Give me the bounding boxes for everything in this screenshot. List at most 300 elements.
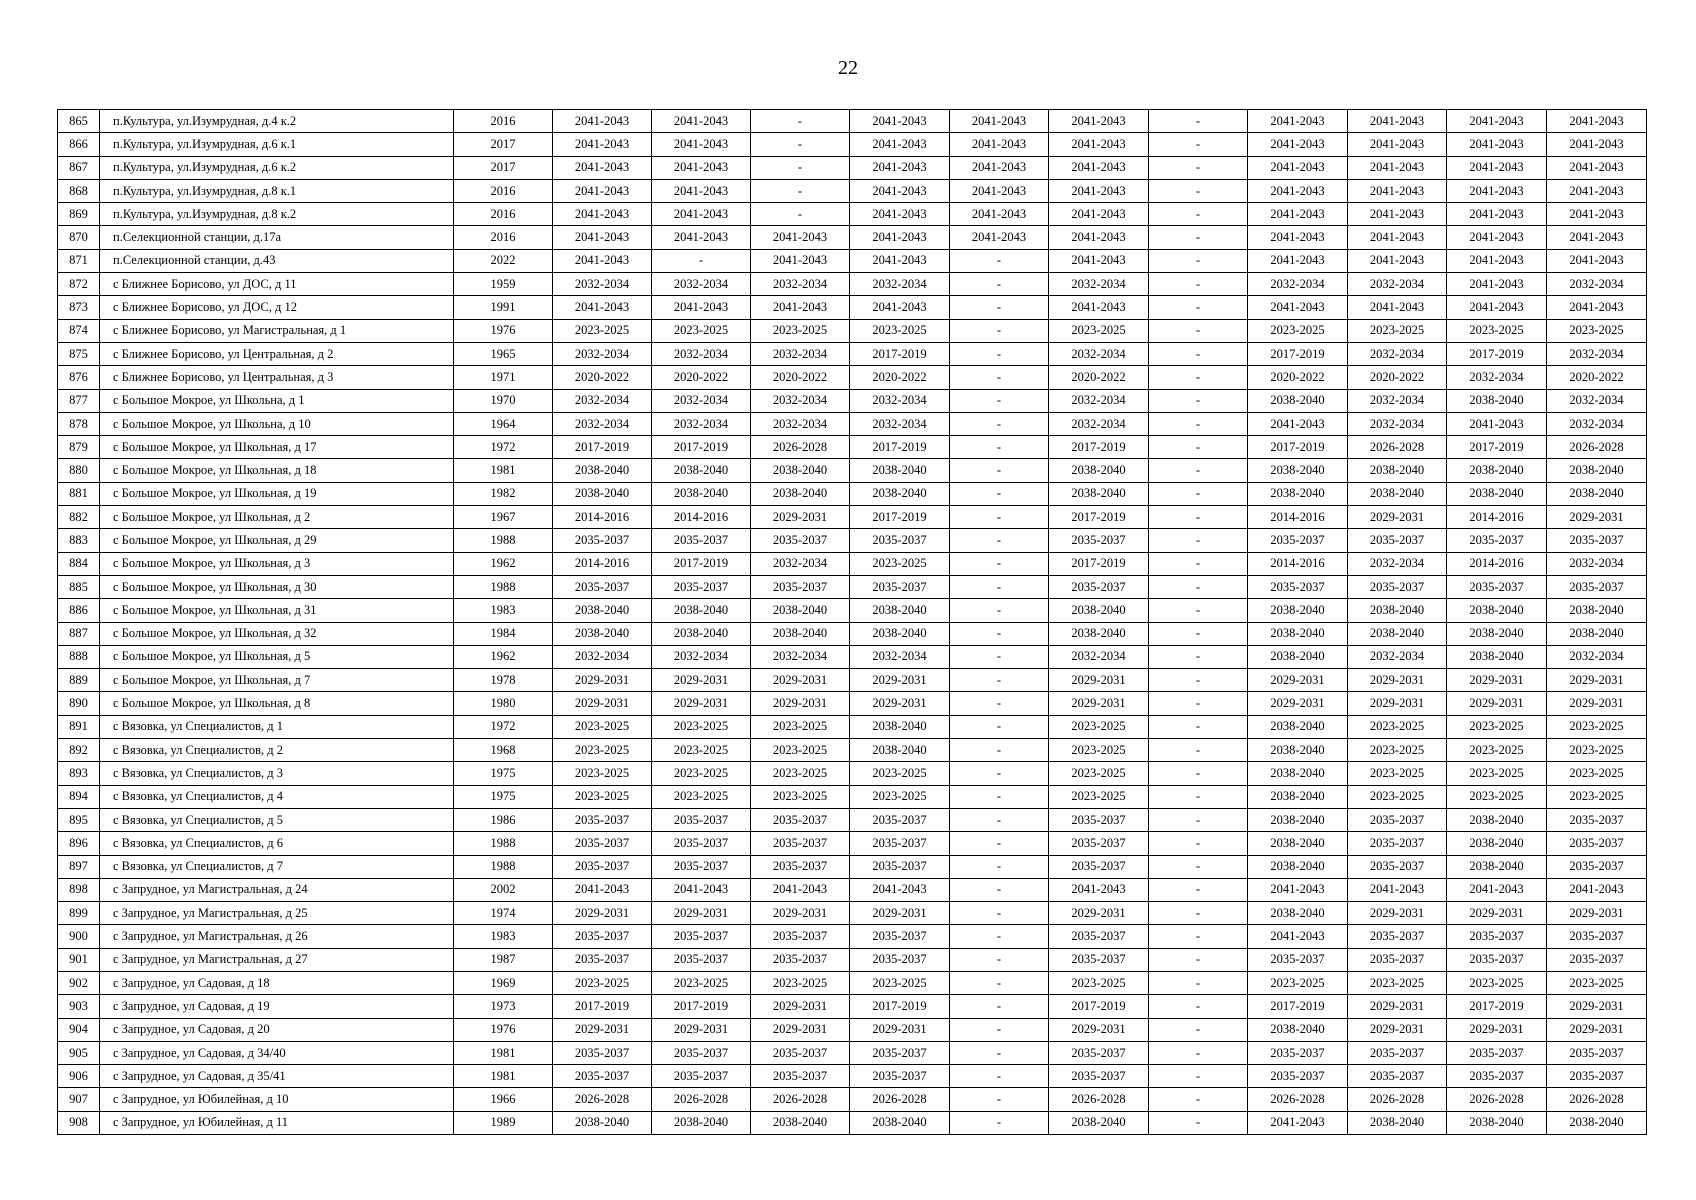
- address-cell: с Большое Мокрое, ул Школьная, д 31: [100, 599, 454, 622]
- period-7-cell: -: [1149, 645, 1248, 668]
- period-8-cell: 2023-2025: [1248, 319, 1348, 342]
- period-7-cell: -: [1149, 971, 1248, 994]
- period-5-cell: -: [950, 599, 1049, 622]
- period-9-cell: 2041-2043: [1348, 110, 1447, 133]
- period-4-cell: 2038-2040: [850, 739, 950, 762]
- table-row: [58, 645, 1647, 668]
- table-row: [58, 412, 1647, 435]
- period-11-cell: 2023-2025: [1547, 715, 1647, 738]
- period-1-cell: 2023-2025: [553, 319, 652, 342]
- period-1-cell: 2038-2040: [553, 622, 652, 645]
- period-9-cell: 2023-2025: [1348, 971, 1447, 994]
- period-1-cell: 2035-2037: [553, 855, 652, 878]
- address-cell: с Запрудное, ул Магистральная, д 27: [100, 948, 454, 971]
- year-built-cell: 1967: [454, 506, 553, 529]
- period-7-cell: -: [1149, 1041, 1248, 1064]
- period-9-cell: 2041-2043: [1348, 296, 1447, 319]
- period-5-cell: -: [950, 715, 1049, 738]
- period-11-cell: 2041-2043: [1547, 110, 1647, 133]
- period-7-cell: -: [1149, 156, 1248, 179]
- period-3-cell: 2023-2025: [751, 971, 850, 994]
- period-5-cell: -: [950, 739, 1049, 762]
- row-number-cell: 872: [58, 273, 100, 296]
- period-2-cell: 2020-2022: [652, 366, 751, 389]
- period-1-cell: 2023-2025: [553, 785, 652, 808]
- period-7-cell: -: [1149, 925, 1248, 948]
- row-number-cell: 905: [58, 1041, 100, 1064]
- period-10-cell: 2023-2025: [1447, 971, 1547, 994]
- period-6-cell: 2035-2037: [1049, 575, 1149, 598]
- address-cell: с Большое Мокрое, ул Школьная, д 30: [100, 575, 454, 598]
- period-3-cell: 2041-2043: [751, 249, 850, 272]
- year-built-cell: 1968: [454, 739, 553, 762]
- year-built-cell: 1962: [454, 552, 553, 575]
- period-5-cell: -: [950, 1018, 1049, 1041]
- period-1-cell: 2017-2019: [553, 995, 652, 1018]
- period-4-cell: 2029-2031: [850, 1018, 950, 1041]
- period-2-cell: 2035-2037: [652, 529, 751, 552]
- period-5-cell: -: [950, 971, 1049, 994]
- period-2-cell: 2038-2040: [652, 459, 751, 482]
- period-2-cell: 2023-2025: [652, 715, 751, 738]
- address-cell: с Большое Мокрое, ул Школьная, д 32: [100, 622, 454, 645]
- period-2-cell: 2041-2043: [652, 133, 751, 156]
- row-number-cell: 894: [58, 785, 100, 808]
- period-7-cell: -: [1149, 482, 1248, 505]
- period-9-cell: 2035-2037: [1348, 529, 1447, 552]
- period-8-cell: 2038-2040: [1248, 739, 1348, 762]
- address-cell: с Вязовка, ул Специалистов, д 3: [100, 762, 454, 785]
- period-4-cell: 2017-2019: [850, 436, 950, 459]
- year-built-cell: 2017: [454, 133, 553, 156]
- address-cell: с Большое Мокрое, ул Школьная, д 2: [100, 506, 454, 529]
- period-10-cell: 2035-2037: [1447, 1065, 1547, 1088]
- period-3-cell: 2038-2040: [751, 599, 850, 622]
- period-5-cell: -: [950, 1088, 1049, 1111]
- period-4-cell: 2035-2037: [850, 1065, 950, 1088]
- period-2-cell: 2035-2037: [652, 925, 751, 948]
- table-body: [58, 110, 1647, 1135]
- table-row: [58, 296, 1647, 319]
- row-number-cell: 889: [58, 669, 100, 692]
- period-8-cell: 2038-2040: [1248, 1018, 1348, 1041]
- period-2-cell: 2035-2037: [652, 948, 751, 971]
- period-9-cell: 2023-2025: [1348, 715, 1447, 738]
- period-4-cell: 2032-2034: [850, 389, 950, 412]
- period-8-cell: 2038-2040: [1248, 599, 1348, 622]
- table-row: [58, 762, 1647, 785]
- period-9-cell: 2032-2034: [1348, 389, 1447, 412]
- period-9-cell: 2038-2040: [1348, 459, 1447, 482]
- period-10-cell: 2038-2040: [1447, 832, 1547, 855]
- period-10-cell: 2038-2040: [1447, 459, 1547, 482]
- period-11-cell: 2038-2040: [1547, 599, 1647, 622]
- period-10-cell: 2023-2025: [1447, 715, 1547, 738]
- period-5-cell: -: [950, 1111, 1049, 1134]
- period-4-cell: 2017-2019: [850, 342, 950, 365]
- period-10-cell: 2023-2025: [1447, 739, 1547, 762]
- period-5-cell: -: [950, 459, 1049, 482]
- period-2-cell: 2014-2016: [652, 506, 751, 529]
- period-8-cell: 2017-2019: [1248, 342, 1348, 365]
- period-2-cell: 2023-2025: [652, 319, 751, 342]
- period-7-cell: -: [1149, 832, 1248, 855]
- period-2-cell: 2023-2025: [652, 971, 751, 994]
- period-6-cell: 2023-2025: [1049, 971, 1149, 994]
- table-row: [58, 1065, 1647, 1088]
- period-11-cell: 2035-2037: [1547, 855, 1647, 878]
- period-1-cell: 2041-2043: [553, 133, 652, 156]
- period-10-cell: 2023-2025: [1447, 785, 1547, 808]
- period-6-cell: 2041-2043: [1049, 878, 1149, 901]
- address-cell: с Ближнее Борисово, ул Центральная, д 2: [100, 342, 454, 365]
- year-built-cell: 1987: [454, 948, 553, 971]
- period-5-cell: 2041-2043: [950, 179, 1049, 202]
- period-8-cell: 2038-2040: [1248, 902, 1348, 925]
- year-built-cell: 1975: [454, 762, 553, 785]
- address-cell: с Запрудное, ул Садовая, д 35/41: [100, 1065, 454, 1088]
- table-row: [58, 575, 1647, 598]
- table-row: [58, 599, 1647, 622]
- period-4-cell: 2029-2031: [850, 692, 950, 715]
- period-6-cell: 2029-2031: [1049, 902, 1149, 925]
- period-4-cell: 2032-2034: [850, 412, 950, 435]
- period-9-cell: 2032-2034: [1348, 342, 1447, 365]
- period-10-cell: 2014-2016: [1447, 506, 1547, 529]
- period-7-cell: -: [1149, 203, 1248, 226]
- period-1-cell: 2038-2040: [553, 1111, 652, 1134]
- period-7-cell: -: [1149, 273, 1248, 296]
- table-row: [58, 133, 1647, 156]
- period-2-cell: 2038-2040: [652, 599, 751, 622]
- table-row: [58, 1018, 1647, 1041]
- period-3-cell: 2032-2034: [751, 342, 850, 365]
- period-8-cell: 2041-2043: [1248, 226, 1348, 249]
- period-11-cell: 2041-2043: [1547, 203, 1647, 226]
- period-10-cell: 2041-2043: [1447, 179, 1547, 202]
- period-7-cell: -: [1149, 1111, 1248, 1134]
- row-number-cell: 871: [58, 249, 100, 272]
- period-7-cell: -: [1149, 808, 1248, 831]
- period-1-cell: 2032-2034: [553, 273, 652, 296]
- period-5-cell: -: [950, 366, 1049, 389]
- period-6-cell: 2035-2037: [1049, 925, 1149, 948]
- year-built-cell: 1983: [454, 599, 553, 622]
- period-11-cell: 2041-2043: [1547, 156, 1647, 179]
- period-7-cell: -: [1149, 669, 1248, 692]
- period-5-cell: 2041-2043: [950, 156, 1049, 179]
- address-cell: с Большое Мокрое, ул Школьная, д 29: [100, 529, 454, 552]
- period-4-cell: 2035-2037: [850, 575, 950, 598]
- period-11-cell: 2038-2040: [1547, 1111, 1647, 1134]
- year-built-cell: 1988: [454, 832, 553, 855]
- address-cell: с Ближнее Борисово, ул ДОС, д 11: [100, 273, 454, 296]
- period-8-cell: 2038-2040: [1248, 645, 1348, 668]
- period-1-cell: 2020-2022: [553, 366, 652, 389]
- period-5-cell: -: [950, 669, 1049, 692]
- year-built-cell: 2016: [454, 110, 553, 133]
- year-built-cell: 1964: [454, 412, 553, 435]
- table-row: [58, 832, 1647, 855]
- period-8-cell: 2041-2043: [1248, 133, 1348, 156]
- period-5-cell: -: [950, 645, 1049, 668]
- period-1-cell: 2041-2043: [553, 110, 652, 133]
- period-7-cell: -: [1149, 389, 1248, 412]
- address-cell: с Ближнее Борисово, ул ДОС, д 12: [100, 296, 454, 319]
- period-3-cell: 2035-2037: [751, 808, 850, 831]
- period-11-cell: 2035-2037: [1547, 948, 1647, 971]
- period-9-cell: 2026-2028: [1348, 436, 1447, 459]
- row-number-cell: 908: [58, 1111, 100, 1134]
- table-row: [58, 249, 1647, 272]
- period-11-cell: 2029-2031: [1547, 692, 1647, 715]
- row-number-cell: 907: [58, 1088, 100, 1111]
- period-5-cell: -: [950, 319, 1049, 342]
- period-5-cell: -: [950, 506, 1049, 529]
- period-1-cell: 2017-2019: [553, 436, 652, 459]
- address-cell: с Большое Мокрое, ул Школьна, д 1: [100, 389, 454, 412]
- period-10-cell: 2035-2037: [1447, 1041, 1547, 1064]
- table-row: [58, 482, 1647, 505]
- period-8-cell: 2041-2043: [1248, 203, 1348, 226]
- period-8-cell: 2041-2043: [1248, 296, 1348, 319]
- address-cell: с Запрудное, ул Магистральная, д 25: [100, 902, 454, 925]
- period-7-cell: -: [1149, 739, 1248, 762]
- period-6-cell: 2041-2043: [1049, 226, 1149, 249]
- period-3-cell: 2035-2037: [751, 948, 850, 971]
- row-number-cell: 897: [58, 855, 100, 878]
- period-3-cell: 2029-2031: [751, 669, 850, 692]
- period-5-cell: 2041-2043: [950, 203, 1049, 226]
- period-4-cell: 2041-2043: [850, 296, 950, 319]
- period-8-cell: 2038-2040: [1248, 715, 1348, 738]
- address-cell: с Запрудное, ул Юбилейная, д 10: [100, 1088, 454, 1111]
- year-built-cell: 1988: [454, 575, 553, 598]
- period-7-cell: -: [1149, 715, 1248, 738]
- period-11-cell: 2035-2037: [1547, 529, 1647, 552]
- table-row: [58, 506, 1647, 529]
- year-built-cell: 1980: [454, 692, 553, 715]
- period-7-cell: -: [1149, 436, 1248, 459]
- year-built-cell: 1988: [454, 855, 553, 878]
- table-row: [58, 203, 1647, 226]
- period-1-cell: 2035-2037: [553, 948, 652, 971]
- period-1-cell: 2035-2037: [553, 1065, 652, 1088]
- period-3-cell: -: [751, 110, 850, 133]
- period-3-cell: 2035-2037: [751, 575, 850, 598]
- table-row: [58, 110, 1647, 133]
- period-10-cell: 2041-2043: [1447, 156, 1547, 179]
- period-4-cell: 2038-2040: [850, 599, 950, 622]
- table-row: [58, 179, 1647, 202]
- period-7-cell: -: [1149, 506, 1248, 529]
- period-10-cell: 2038-2040: [1447, 1111, 1547, 1134]
- table-row: [58, 669, 1647, 692]
- period-9-cell: 2035-2037: [1348, 575, 1447, 598]
- period-7-cell: -: [1149, 366, 1248, 389]
- row-number-cell: 888: [58, 645, 100, 668]
- period-5-cell: -: [950, 342, 1049, 365]
- table-row: [58, 389, 1647, 412]
- table-row: [58, 692, 1647, 715]
- period-6-cell: 2029-2031: [1049, 692, 1149, 715]
- table-row: [58, 785, 1647, 808]
- row-number-cell: 893: [58, 762, 100, 785]
- period-9-cell: 2041-2043: [1348, 249, 1447, 272]
- row-number-cell: 899: [58, 902, 100, 925]
- address-cell: с Большое Мокрое, ул Школьна, д 10: [100, 412, 454, 435]
- address-cell: п.Культура, ул.Изумрудная, д.8 к.2: [100, 203, 454, 226]
- table-row: [58, 319, 1647, 342]
- period-10-cell: 2029-2031: [1447, 902, 1547, 925]
- period-7-cell: -: [1149, 319, 1248, 342]
- period-3-cell: 2035-2037: [751, 925, 850, 948]
- period-9-cell: 2029-2031: [1348, 902, 1447, 925]
- period-11-cell: 2023-2025: [1547, 971, 1647, 994]
- address-cell: п.Культура, ул.Изумрудная, д.4 к.2: [100, 110, 454, 133]
- period-11-cell: 2032-2034: [1547, 645, 1647, 668]
- row-number-cell: 891: [58, 715, 100, 738]
- period-7-cell: -: [1149, 1088, 1248, 1111]
- period-10-cell: 2017-2019: [1447, 995, 1547, 1018]
- row-number-cell: 867: [58, 156, 100, 179]
- period-4-cell: 2023-2025: [850, 762, 950, 785]
- period-11-cell: 2038-2040: [1547, 622, 1647, 645]
- period-5-cell: 2041-2043: [950, 133, 1049, 156]
- period-11-cell: 2041-2043: [1547, 179, 1647, 202]
- table-row: [58, 855, 1647, 878]
- period-2-cell: 2038-2040: [652, 482, 751, 505]
- period-10-cell: 2029-2031: [1447, 692, 1547, 715]
- period-4-cell: 2041-2043: [850, 878, 950, 901]
- table-row: [58, 739, 1647, 762]
- period-5-cell: -: [950, 529, 1049, 552]
- period-6-cell: 2017-2019: [1049, 436, 1149, 459]
- period-6-cell: 2029-2031: [1049, 669, 1149, 692]
- period-3-cell: 2023-2025: [751, 319, 850, 342]
- period-6-cell: 2041-2043: [1049, 133, 1149, 156]
- table-row: [58, 366, 1647, 389]
- period-2-cell: 2032-2034: [652, 645, 751, 668]
- period-1-cell: 2038-2040: [553, 482, 652, 505]
- period-7-cell: -: [1149, 133, 1248, 156]
- period-2-cell: 2017-2019: [652, 436, 751, 459]
- period-10-cell: 2038-2040: [1447, 389, 1547, 412]
- period-7-cell: -: [1149, 529, 1248, 552]
- period-6-cell: 2023-2025: [1049, 739, 1149, 762]
- period-9-cell: 2029-2031: [1348, 1018, 1447, 1041]
- table-row: [58, 1111, 1647, 1134]
- address-cell: с Вязовка, ул Специалистов, д 6: [100, 832, 454, 855]
- period-11-cell: 2026-2028: [1547, 1088, 1647, 1111]
- period-11-cell: 2038-2040: [1547, 482, 1647, 505]
- year-built-cell: 1972: [454, 436, 553, 459]
- period-1-cell: 2023-2025: [553, 971, 652, 994]
- period-8-cell: 2038-2040: [1248, 785, 1348, 808]
- period-2-cell: 2041-2043: [652, 156, 751, 179]
- address-cell: с Вязовка, ул Специалистов, д 7: [100, 855, 454, 878]
- period-1-cell: 2035-2037: [553, 529, 652, 552]
- period-6-cell: 2035-2037: [1049, 1041, 1149, 1064]
- period-4-cell: 2035-2037: [850, 925, 950, 948]
- period-7-cell: -: [1149, 552, 1248, 575]
- period-3-cell: 2029-2031: [751, 995, 850, 1018]
- period-1-cell: 2029-2031: [553, 1018, 652, 1041]
- period-9-cell: 2020-2022: [1348, 366, 1447, 389]
- period-1-cell: 2023-2025: [553, 715, 652, 738]
- address-cell: с Запрудное, ул Садовая, д 34/40: [100, 1041, 454, 1064]
- period-8-cell: 2035-2037: [1248, 948, 1348, 971]
- period-10-cell: 2041-2043: [1447, 203, 1547, 226]
- period-5-cell: -: [950, 1041, 1049, 1064]
- period-6-cell: 2041-2043: [1049, 179, 1149, 202]
- period-1-cell: 2041-2043: [553, 296, 652, 319]
- period-11-cell: 2035-2037: [1547, 1065, 1647, 1088]
- period-10-cell: 2026-2028: [1447, 1088, 1547, 1111]
- period-6-cell: 2023-2025: [1049, 762, 1149, 785]
- period-6-cell: 2032-2034: [1049, 412, 1149, 435]
- period-3-cell: 2041-2043: [751, 878, 850, 901]
- table-row: [58, 459, 1647, 482]
- period-6-cell: 2035-2037: [1049, 808, 1149, 831]
- period-3-cell: -: [751, 179, 850, 202]
- period-9-cell: 2041-2043: [1348, 203, 1447, 226]
- period-4-cell: 2023-2025: [850, 319, 950, 342]
- period-5-cell: -: [950, 995, 1049, 1018]
- period-8-cell: 2035-2037: [1248, 529, 1348, 552]
- year-built-cell: 1972: [454, 715, 553, 738]
- period-2-cell: 2041-2043: [652, 203, 751, 226]
- period-7-cell: -: [1149, 622, 1248, 645]
- period-9-cell: 2035-2037: [1348, 1041, 1447, 1064]
- address-cell: п.Селекционной станции, д.17а: [100, 226, 454, 249]
- row-number-cell: 881: [58, 482, 100, 505]
- period-1-cell: 2038-2040: [553, 459, 652, 482]
- address-cell: с Большое Мокрое, ул Школьная, д 8: [100, 692, 454, 715]
- address-cell: с Ближнее Борисово, ул Магистральная, д 1: [100, 319, 454, 342]
- period-8-cell: 2020-2022: [1248, 366, 1348, 389]
- period-10-cell: 2035-2037: [1447, 529, 1547, 552]
- address-cell: с Большое Мокрое, ул Школьная, д 7: [100, 669, 454, 692]
- period-1-cell: 2029-2031: [553, 669, 652, 692]
- page-number: 22: [838, 57, 858, 79]
- period-3-cell: 2023-2025: [751, 785, 850, 808]
- period-6-cell: 2017-2019: [1049, 995, 1149, 1018]
- period-1-cell: 2035-2037: [553, 925, 652, 948]
- period-10-cell: 2041-2043: [1447, 110, 1547, 133]
- row-number-cell: 880: [58, 459, 100, 482]
- period-4-cell: 2029-2031: [850, 669, 950, 692]
- period-2-cell: 2029-2031: [652, 669, 751, 692]
- period-9-cell: 2041-2043: [1348, 179, 1447, 202]
- row-number-cell: 875: [58, 342, 100, 365]
- period-11-cell: 2041-2043: [1547, 226, 1647, 249]
- period-10-cell: 2017-2019: [1447, 436, 1547, 459]
- period-1-cell: 2032-2034: [553, 342, 652, 365]
- address-cell: с Большое Мокрое, ул Школьная, д 19: [100, 482, 454, 505]
- period-7-cell: -: [1149, 459, 1248, 482]
- period-10-cell: 2038-2040: [1447, 622, 1547, 645]
- row-number-cell: 900: [58, 925, 100, 948]
- period-8-cell: 2038-2040: [1248, 832, 1348, 855]
- period-7-cell: -: [1149, 995, 1248, 1018]
- period-11-cell: 2023-2025: [1547, 785, 1647, 808]
- table-row: [58, 715, 1647, 738]
- period-5-cell: -: [950, 482, 1049, 505]
- period-6-cell: 2017-2019: [1049, 506, 1149, 529]
- period-3-cell: 2035-2037: [751, 1065, 850, 1088]
- period-4-cell: 2041-2043: [850, 249, 950, 272]
